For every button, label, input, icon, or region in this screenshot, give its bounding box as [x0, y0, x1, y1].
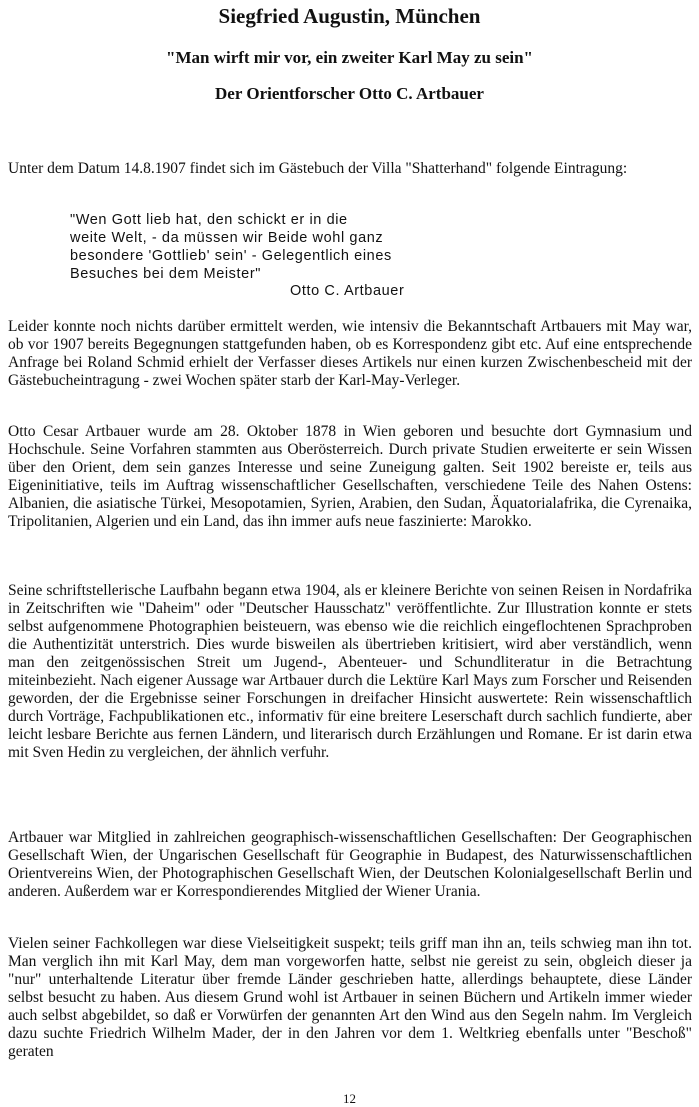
quote-line: "Wen Gott lieb hat, den schickt er in die [70, 212, 348, 228]
quote-line: besondere 'Gottlieb' sein' - Gelegentlich eines [70, 248, 392, 264]
quote-signature: Otto C. Artbauer [290, 283, 405, 299]
quote-line: Besuches bei dem Meister" [70, 266, 262, 282]
body-paragraph: Artbauer war Mitglied in zahlreichen geographisch-wissenschaftlichen Gesellschaften: Der Geographischen Gesellschaft Wien, der Ungarischen Gesellschaft für Geographie in Budapest, des Naturwissenschaftlichen Orientvereins Wien, der Photographischen Gesellschaft Wien, der Deutschen Kolonialgesellschaft Berlin und anderen. Außerdem war er Korrespondierendes Mitglied der Wiener Urania. [8, 829, 692, 900]
body-paragraph: Leider konnte noch nichts darüber ermittelt werden, wie intensiv die Bekanntschaft Artbauers mit May war, ob vor 1907 bereits Begegnungen stattgefunden haben, ob es Korrespondenz gibt etc. Auf eine entsprechende Anfrage bei Roland Schmid erhielt der Verfasser dieses Artikels nur einen kurzen Zwischenbescheid mit der Gästebucheintragung - zwei Wochen später starb der Karl-May-Verleger. [8, 318, 692, 389]
author-heading: Siegfried Augustin, München [218, 4, 481, 28]
guestbook-quote [70, 211, 510, 283]
quote-line: weite Welt, - da müssen wir Beide wohl ganz [70, 230, 384, 246]
body-paragraph: Otto Cesar Artbauer wurde am 28. Oktober 1878 in Wien geboren und besuchte dort Gymnasium und Hochschule. Seine Vorfahren stammten aus Oberösterreich. Durch private Studien erweiterte er sein Wissen über den Orient, dem sein ganzes Interesse und seine Zuneigung galten. Seit 1902 bereiste er, teils aus Eigeninitiative, teils im Auftrag wissenschaftlicher Gesellschaften, verschiedene Teile des Nahen Ostens: Albanien, die asiatische Türkei, Mesopotamien, Syrien, Arabien, den Sudan, Äquatorialafrika, die Cyrenaika, Tripolitanien, Algerien und ein Land, das ihn immer aufs neue faszinierte: Marokko. [8, 423, 692, 530]
body-paragraph: Vielen seiner Fachkollegen war diese Vielseitigkeit suspekt; teils griff man ihn an, teils schwieg man ihn tot. Man verglich ihn mit Karl May, dem man vorgeworfen hatte, selbst nie gereist zu sein, obgleich dieser ja "nur" unterhaltende Literatur über fremde Länder geschrieben hatte, allerdings behauptete, diese Länder selbst besucht zu haben. Aus diesem Grund wohl ist Artbauer in seinen Büchern und Artikeln immer wieder auch selbst abgebildet, so daß er Vorwürfen der genannten Art den Wind aus den Segeln nahm. Im Vergleich dazu suchte Friedrich Wilhelm Mader, der in den Jahren vor dem 1. Weltkrieg ebenfalls unter "Beschoß" geraten [8, 935, 692, 1060]
article-title: "Man wirft mir vor, ein zweiter Karl May zu sein" [166, 48, 533, 67]
page-number: 12 [343, 1091, 356, 1106]
article-subtitle: Der Orientforscher Otto C. Artbauer [215, 84, 484, 103]
intro-paragraph: Unter dem Datum 14.8.1907 findet sich im Gästebuch der Villa "Shatterhand" folgende Eintragung: [8, 160, 628, 177]
body-paragraph: Seine schriftstellerische Laufbahn begann etwa 1904, als er kleinere Berichte von seinen Reisen in Nordafrika in Zeitschriften wie "Daheim" oder "Deutscher Hausschatz" veröffentlichte. Zur Illustration konnte er stets selbst aufgenommene Photographien beisteuern, was ebenso wie die reichlich eingeflochtenen Sprachproben die Authentizität unterstrich. Dies wurde bisweilen als übertrieben kritisiert, wird aber verständlich, wenn man den zeitgenössischen Streit um Jugend-, Abenteuer- und Schundliteratur in die Betrachtung miteinbezieht. Nach eigener Aussage war Artbauer durch die Lektüre Karl Mays zum Forscher und Reisenden geworden, der die Ergebnisse seiner Forschungen in dreifacher Hinsicht auswertete: Rein wissenschaftlich durch Vorträge, Fachpublikationen etc., informativ für eine breitere Leserschaft durch sachlich fundierte, aber leicht lesbare Berichte aus fernen Ländern, und literarisch durch Erzählungen und Romane. Er ist darin etwa mit Sven Hedin zu vergleichen, der ähnlich verfuhr. [8, 582, 692, 761]
